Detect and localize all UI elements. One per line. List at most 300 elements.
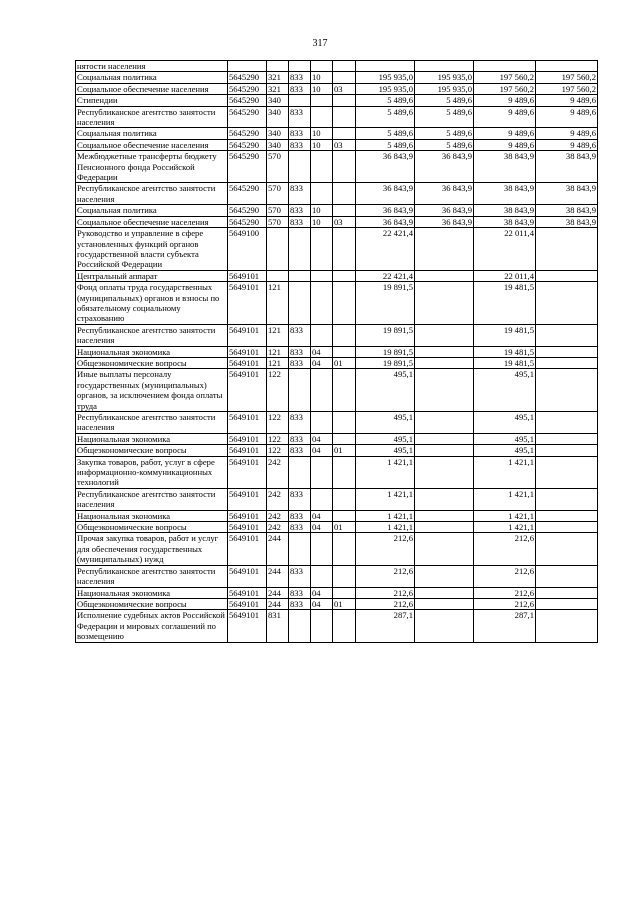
cell-amount-2: 195 935,0 xyxy=(415,83,474,94)
cell-amount-3: 287,1 xyxy=(474,610,536,642)
cell-expense-type: 122 xyxy=(267,412,289,434)
cell-target-article: 5645290 xyxy=(228,83,267,94)
cell-target-article: 5649101 xyxy=(228,456,267,488)
cell-amount-2 xyxy=(415,533,474,565)
cell-name: Национальная экономика xyxy=(76,587,228,598)
cell-amount-2 xyxy=(415,270,474,281)
cell-section: 10 xyxy=(311,72,333,83)
cell-section: 10 xyxy=(311,205,333,216)
cell-amount-2 xyxy=(415,61,474,72)
cell-expense-type: 121 xyxy=(267,346,289,357)
cell-amount-4: 38 843,9 xyxy=(536,151,598,183)
cell-amount-4: 38 843,9 xyxy=(536,216,598,227)
cell-amount-4 xyxy=(536,433,598,444)
cell-section xyxy=(311,270,333,281)
cell-amount-1: 5 489,6 xyxy=(356,128,415,139)
cell-subsection xyxy=(333,346,356,357)
cell-amount-2: 36 843,9 xyxy=(415,151,474,183)
cell-amount-2: 36 843,9 xyxy=(415,216,474,227)
cell-ministry-code: 833 xyxy=(289,522,311,533)
cell-amount-1: 1 421,1 xyxy=(356,456,415,488)
table-row xyxy=(76,510,598,521)
cell-expense-type: 570 xyxy=(267,183,289,205)
cell-name: Республиканское агентство занятости населения xyxy=(76,412,228,434)
cell-amount-3 xyxy=(474,61,536,72)
cell-ministry-code: 833 xyxy=(289,598,311,609)
cell-amount-1: 19 891,5 xyxy=(356,357,415,368)
cell-ministry-code: 833 xyxy=(289,72,311,83)
cell-expense-type: 244 xyxy=(267,598,289,609)
cell-amount-3: 19 481,5 xyxy=(474,282,536,325)
cell-name: Общеэкономические вопросы xyxy=(76,522,228,533)
cell-amount-3: 212,6 xyxy=(474,533,536,565)
cell-subsection xyxy=(333,369,356,412)
cell-target-article: 5645290 xyxy=(228,128,267,139)
cell-amount-3: 495,1 xyxy=(474,412,536,434)
cell-expense-type: 242 xyxy=(267,456,289,488)
cell-ministry-code: 833 xyxy=(289,216,311,227)
cell-amount-1: 1 421,1 xyxy=(356,488,415,510)
cell-expense-type: 121 xyxy=(267,324,289,346)
cell-amount-2 xyxy=(415,610,474,642)
cell-ministry-code xyxy=(289,151,311,183)
cell-name: Социальная политика xyxy=(76,128,228,139)
table-row xyxy=(76,83,598,94)
cell-amount-1: 212,6 xyxy=(356,533,415,565)
cell-amount-4 xyxy=(536,565,598,587)
cell-amount-1: 36 843,9 xyxy=(356,151,415,183)
cell-subsection xyxy=(333,72,356,83)
cell-name: Республиканское агентство занятости населения xyxy=(76,183,228,205)
table-row xyxy=(76,270,598,281)
cell-ministry-code: 833 xyxy=(289,510,311,521)
cell-name: нятости населения xyxy=(76,61,228,72)
cell-amount-3: 9 489,6 xyxy=(474,95,536,106)
cell-section xyxy=(311,106,333,128)
cell-amount-2: 5 489,6 xyxy=(415,139,474,150)
cell-subsection xyxy=(333,433,356,444)
table-row xyxy=(76,565,598,587)
cell-name: Межбюджетные трансферты бюджету Пенсионного фонда Российской Федерации xyxy=(76,151,228,183)
cell-amount-4 xyxy=(536,587,598,598)
cell-amount-2 xyxy=(415,445,474,456)
cell-expense-type: 121 xyxy=(267,282,289,325)
cell-subsection: 01 xyxy=(333,445,356,456)
cell-subsection xyxy=(333,95,356,106)
cell-amount-2 xyxy=(415,510,474,521)
table-row xyxy=(76,587,598,598)
cell-expense-type: 244 xyxy=(267,565,289,587)
table-row xyxy=(76,610,598,642)
cell-section xyxy=(311,324,333,346)
table-row xyxy=(76,216,598,227)
cell-target-article: 5645290 xyxy=(228,72,267,83)
cell-name: Национальная экономика xyxy=(76,433,228,444)
cell-ministry-code xyxy=(289,610,311,642)
table-row xyxy=(76,533,598,565)
cell-ministry-code: 833 xyxy=(289,445,311,456)
cell-amount-2 xyxy=(415,456,474,488)
cell-amount-2 xyxy=(415,412,474,434)
cell-target-article: 5649101 xyxy=(228,598,267,609)
cell-name: Иные выплаты персоналу государственных (муниципальных) органов, за исключением фонда оплаты труда xyxy=(76,369,228,412)
cell-ministry-code: 833 xyxy=(289,106,311,128)
cell-section: 04 xyxy=(311,357,333,368)
cell-amount-4: 38 843,9 xyxy=(536,183,598,205)
cell-amount-3: 22 011,4 xyxy=(474,228,536,271)
cell-name: Фонд оплаты труда государственных (муниципальных) органов и взносы по обязательному социальному страхованию xyxy=(76,282,228,325)
table-row xyxy=(76,183,598,205)
cell-subsection xyxy=(333,270,356,281)
cell-expense-type: 242 xyxy=(267,488,289,510)
cell-subsection xyxy=(333,151,356,183)
cell-name: Республиканское агентство занятости населения xyxy=(76,488,228,510)
cell-name: Общеэкономические вопросы xyxy=(76,357,228,368)
cell-expense-type: 831 xyxy=(267,610,289,642)
cell-ministry-code: 833 xyxy=(289,324,311,346)
cell-name: Национальная экономика xyxy=(76,346,228,357)
cell-amount-2: 36 843,9 xyxy=(415,183,474,205)
cell-section xyxy=(311,228,333,271)
cell-section xyxy=(311,610,333,642)
table-row xyxy=(76,357,598,368)
table-row xyxy=(76,433,598,444)
cell-target-article: 5649101 xyxy=(228,357,267,368)
cell-amount-1: 5 489,6 xyxy=(356,139,415,150)
cell-amount-4 xyxy=(536,228,598,271)
cell-name: Социальное обеспечение населения xyxy=(76,216,228,227)
cell-amount-4 xyxy=(536,270,598,281)
cell-target-article: 5649101 xyxy=(228,445,267,456)
cell-ministry-code xyxy=(289,456,311,488)
cell-expense-type: 242 xyxy=(267,522,289,533)
table-body xyxy=(76,61,598,643)
cell-expense-type xyxy=(267,270,289,281)
cell-amount-3: 212,6 xyxy=(474,565,536,587)
cell-amount-4: 9 489,6 xyxy=(536,95,598,106)
cell-subsection xyxy=(333,61,356,72)
cell-section xyxy=(311,61,333,72)
cell-section xyxy=(311,533,333,565)
table-row xyxy=(76,72,598,83)
cell-amount-3: 212,6 xyxy=(474,598,536,609)
cell-target-article: 5649101 xyxy=(228,324,267,346)
cell-section xyxy=(311,456,333,488)
cell-subsection: 01 xyxy=(333,598,356,609)
cell-section xyxy=(311,183,333,205)
cell-amount-3: 1 421,1 xyxy=(474,510,536,521)
cell-section: 04 xyxy=(311,510,333,521)
cell-amount-3: 1 421,1 xyxy=(474,456,536,488)
cell-amount-4: 197 560,2 xyxy=(536,83,598,94)
cell-amount-4 xyxy=(536,488,598,510)
cell-subsection xyxy=(333,412,356,434)
cell-name: Исполнение судебных актов Российской Федерации и мировых соглашений по возмещению xyxy=(76,610,228,642)
cell-expense-type: 570 xyxy=(267,205,289,216)
cell-expense-type: 244 xyxy=(267,587,289,598)
cell-subsection: 03 xyxy=(333,216,356,227)
cell-name: Прочая закупка товаров, работ и услуг для обеспечения государственных (муниципальных) нужд xyxy=(76,533,228,565)
table-row xyxy=(76,228,598,271)
cell-subsection xyxy=(333,183,356,205)
cell-ministry-code: 833 xyxy=(289,488,311,510)
cell-expense-type: 244 xyxy=(267,533,289,565)
cell-ministry-code: 833 xyxy=(289,357,311,368)
cell-expense-type: 242 xyxy=(267,510,289,521)
cell-amount-1: 1 421,1 xyxy=(356,510,415,521)
table-row xyxy=(76,106,598,128)
cell-subsection xyxy=(333,610,356,642)
cell-name: Республиканское агентство занятости населения xyxy=(76,106,228,128)
table-row xyxy=(76,139,598,150)
cell-target-article: 5645290 xyxy=(228,139,267,150)
cell-expense-type: 121 xyxy=(267,357,289,368)
cell-subsection xyxy=(333,324,356,346)
cell-subsection xyxy=(333,510,356,521)
cell-target-article: 5645290 xyxy=(228,205,267,216)
table-row xyxy=(76,282,598,325)
cell-amount-1: 495,1 xyxy=(356,369,415,412)
cell-expense-type: 122 xyxy=(267,433,289,444)
cell-amount-2 xyxy=(415,357,474,368)
cell-expense-type xyxy=(267,61,289,72)
cell-target-article: 5645290 xyxy=(228,216,267,227)
cell-section xyxy=(311,151,333,183)
cell-amount-4 xyxy=(536,522,598,533)
cell-section: 10 xyxy=(311,139,333,150)
cell-name: Социальное обеспечение населения xyxy=(76,83,228,94)
cell-amount-1: 22 421,4 xyxy=(356,228,415,271)
table-row xyxy=(76,369,598,412)
budget-table xyxy=(75,60,598,643)
cell-amount-4 xyxy=(536,456,598,488)
cell-expense-type xyxy=(267,228,289,271)
cell-amount-4: 9 489,6 xyxy=(536,128,598,139)
cell-amount-3: 9 489,6 xyxy=(474,128,536,139)
cell-section: 10 xyxy=(311,216,333,227)
cell-ministry-code xyxy=(289,369,311,412)
table-row xyxy=(76,128,598,139)
cell-section: 04 xyxy=(311,598,333,609)
cell-subsection xyxy=(333,488,356,510)
cell-amount-3: 38 843,9 xyxy=(474,151,536,183)
cell-target-article: 5645290 xyxy=(228,183,267,205)
table-row xyxy=(76,488,598,510)
cell-section xyxy=(311,95,333,106)
cell-amount-4 xyxy=(536,346,598,357)
cell-section xyxy=(311,369,333,412)
cell-name: Социальная политика xyxy=(76,72,228,83)
cell-ministry-code: 833 xyxy=(289,587,311,598)
cell-ministry-code xyxy=(289,95,311,106)
cell-name: Республиканское агентство занятости населения xyxy=(76,324,228,346)
cell-target-article: 5649101 xyxy=(228,533,267,565)
cell-amount-3: 9 489,6 xyxy=(474,106,536,128)
cell-target-article: 5649101 xyxy=(228,282,267,325)
cell-section: 10 xyxy=(311,83,333,94)
cell-amount-4 xyxy=(536,598,598,609)
cell-ministry-code xyxy=(289,61,311,72)
cell-name: Центральный аппарат xyxy=(76,270,228,281)
cell-ministry-code: 833 xyxy=(289,433,311,444)
cell-target-article: 5649101 xyxy=(228,433,267,444)
cell-amount-2 xyxy=(415,587,474,598)
cell-amount-1: 1 421,1 xyxy=(356,522,415,533)
cell-section xyxy=(311,412,333,434)
cell-expense-type: 570 xyxy=(267,151,289,183)
cell-target-article: 5649101 xyxy=(228,610,267,642)
cell-amount-4 xyxy=(536,510,598,521)
cell-name: Общеэкономические вопросы xyxy=(76,598,228,609)
cell-target-article: 5649101 xyxy=(228,346,267,357)
cell-subsection xyxy=(333,282,356,325)
cell-name: Социальное обеспечение населения xyxy=(76,139,228,150)
cell-amount-1: 495,1 xyxy=(356,445,415,456)
cell-amount-1: 5 489,6 xyxy=(356,106,415,128)
table-row xyxy=(76,151,598,183)
cell-expense-type: 321 xyxy=(267,72,289,83)
cell-amount-2 xyxy=(415,282,474,325)
cell-expense-type: 122 xyxy=(267,369,289,412)
cell-amount-3: 9 489,6 xyxy=(474,139,536,150)
cell-name: Общеэкономические вопросы xyxy=(76,445,228,456)
cell-name: Руководство и управление в сфере установленных функций органов государственной власти субъекта Российской Федерации xyxy=(76,228,228,271)
cell-target-article: 5649101 xyxy=(228,270,267,281)
cell-amount-2: 5 489,6 xyxy=(415,106,474,128)
cell-amount-3: 38 843,9 xyxy=(474,205,536,216)
cell-section: 10 xyxy=(311,128,333,139)
cell-amount-3: 38 843,9 xyxy=(474,183,536,205)
cell-name: Закупка товаров, работ, услуг в сфере информационно-коммуникационных технологий xyxy=(76,456,228,488)
cell-target-article xyxy=(228,61,267,72)
cell-amount-1: 195 935,0 xyxy=(356,72,415,83)
cell-amount-3: 495,1 xyxy=(474,369,536,412)
cell-amount-2 xyxy=(415,433,474,444)
cell-expense-type: 340 xyxy=(267,128,289,139)
cell-amount-3: 22 011,4 xyxy=(474,270,536,281)
cell-section: 04 xyxy=(311,522,333,533)
table-row xyxy=(76,95,598,106)
cell-section: 04 xyxy=(311,433,333,444)
cell-amount-3: 38 843,9 xyxy=(474,216,536,227)
cell-subsection xyxy=(333,205,356,216)
cell-expense-type: 122 xyxy=(267,445,289,456)
cell-ministry-code xyxy=(289,282,311,325)
cell-name: Социальная политика xyxy=(76,205,228,216)
cell-subsection: 03 xyxy=(333,83,356,94)
cell-amount-1: 212,6 xyxy=(356,598,415,609)
cell-ministry-code xyxy=(289,533,311,565)
cell-amount-4 xyxy=(536,357,598,368)
cell-amount-1: 36 843,9 xyxy=(356,205,415,216)
cell-ministry-code: 833 xyxy=(289,83,311,94)
cell-amount-1: 19 891,5 xyxy=(356,324,415,346)
cell-amount-2 xyxy=(415,488,474,510)
cell-ministry-code: 833 xyxy=(289,139,311,150)
cell-subsection xyxy=(333,456,356,488)
cell-ministry-code: 833 xyxy=(289,128,311,139)
table-row xyxy=(76,61,598,72)
cell-section: 04 xyxy=(311,445,333,456)
cell-ministry-code: 833 xyxy=(289,205,311,216)
cell-subsection: 01 xyxy=(333,522,356,533)
cell-expense-type: 340 xyxy=(267,106,289,128)
cell-target-article: 5649100 xyxy=(228,228,267,271)
cell-ministry-code: 833 xyxy=(289,412,311,434)
cell-amount-2 xyxy=(415,369,474,412)
cell-target-article: 5649101 xyxy=(228,510,267,521)
cell-expense-type: 340 xyxy=(267,95,289,106)
cell-amount-4 xyxy=(536,533,598,565)
cell-target-article: 5649101 xyxy=(228,488,267,510)
cell-target-article: 5649101 xyxy=(228,565,267,587)
cell-amount-3: 1 421,1 xyxy=(474,522,536,533)
cell-subsection xyxy=(333,106,356,128)
table-row xyxy=(76,205,598,216)
cell-amount-2 xyxy=(415,598,474,609)
cell-target-article: 5649101 xyxy=(228,412,267,434)
cell-target-article: 5649101 xyxy=(228,587,267,598)
cell-amount-1: 5 489,6 xyxy=(356,95,415,106)
cell-ministry-code xyxy=(289,270,311,281)
cell-name: Стипендии xyxy=(76,95,228,106)
cell-target-article: 5645290 xyxy=(228,95,267,106)
cell-subsection xyxy=(333,587,356,598)
cell-amount-3: 212,6 xyxy=(474,587,536,598)
cell-amount-4 xyxy=(536,445,598,456)
cell-amount-3: 197 560,2 xyxy=(474,83,536,94)
table-row xyxy=(76,598,598,609)
cell-amount-2 xyxy=(415,228,474,271)
cell-amount-4: 197 560,2 xyxy=(536,72,598,83)
cell-subsection xyxy=(333,565,356,587)
cell-amount-3: 197 560,2 xyxy=(474,72,536,83)
cell-subsection: 01 xyxy=(333,357,356,368)
cell-amount-3: 19 481,5 xyxy=(474,357,536,368)
cell-amount-2 xyxy=(415,565,474,587)
table-row xyxy=(76,445,598,456)
cell-amount-1: 195 935,0 xyxy=(356,83,415,94)
cell-amount-2 xyxy=(415,324,474,346)
cell-amount-1: 212,6 xyxy=(356,587,415,598)
cell-subsection: 03 xyxy=(333,139,356,150)
cell-section xyxy=(311,488,333,510)
cell-expense-type: 570 xyxy=(267,216,289,227)
cell-amount-1: 22 421,4 xyxy=(356,270,415,281)
cell-ministry-code xyxy=(289,228,311,271)
cell-target-article: 5649101 xyxy=(228,522,267,533)
cell-amount-1: 495,1 xyxy=(356,412,415,434)
cell-amount-1: 19 891,5 xyxy=(356,346,415,357)
table-row xyxy=(76,456,598,488)
table-row xyxy=(76,324,598,346)
cell-amount-4 xyxy=(536,610,598,642)
page-number: 317 xyxy=(312,38,328,49)
cell-target-article: 5649101 xyxy=(228,369,267,412)
cell-amount-1: 495,1 xyxy=(356,433,415,444)
cell-amount-4 xyxy=(536,324,598,346)
cell-amount-4 xyxy=(536,412,598,434)
cell-expense-type: 340 xyxy=(267,139,289,150)
cell-amount-2 xyxy=(415,522,474,533)
cell-amount-1: 36 843,9 xyxy=(356,183,415,205)
cell-amount-3: 19 481,5 xyxy=(474,346,536,357)
cell-amount-1: 212,6 xyxy=(356,565,415,587)
cell-amount-4: 38 843,9 xyxy=(536,205,598,216)
cell-amount-3: 19 481,5 xyxy=(474,324,536,346)
cell-amount-1: 19 891,5 xyxy=(356,282,415,325)
cell-amount-4: 9 489,6 xyxy=(536,139,598,150)
